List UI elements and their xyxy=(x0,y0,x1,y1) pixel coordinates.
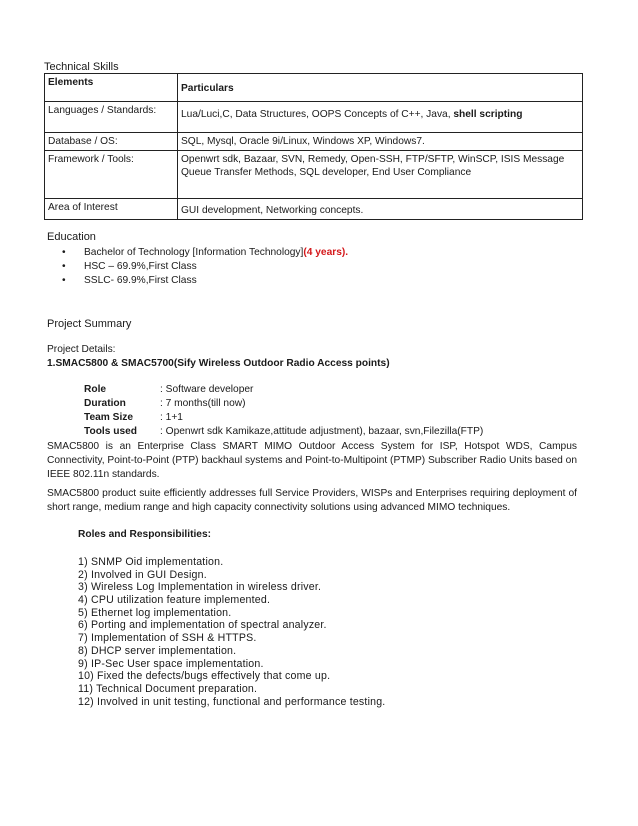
list-item xyxy=(62,274,348,288)
table-row xyxy=(45,199,583,220)
field-tools-used xyxy=(84,425,483,439)
list-item xyxy=(62,246,348,260)
list-item: 3) Wireless Log Implementation in wireless driver. xyxy=(78,581,322,594)
list-item: 11) Technical Document preparation. xyxy=(78,682,258,695)
education-heading: Education xyxy=(47,231,96,243)
field-duration xyxy=(84,397,246,411)
table-row xyxy=(45,133,583,151)
bullet-icon: • xyxy=(62,261,66,272)
table-header-row xyxy=(45,74,583,102)
row-label-framework: Framework / Tools: xyxy=(45,151,178,199)
row-label-languages: Languages / Standards: xyxy=(45,102,178,133)
row-label-database: Database / OS: xyxy=(45,133,178,151)
list-item: 5) Ethernet log implementation. xyxy=(78,606,232,619)
list-item: 6) Porting and implementation of spectral analyzer. xyxy=(78,619,327,632)
row-value-languages xyxy=(178,102,583,133)
technical-skills-table xyxy=(44,73,583,220)
field-key: Team Size xyxy=(84,412,134,423)
header-particulars: Particulars xyxy=(178,74,583,102)
technical-skills-heading: Technical Skills xyxy=(44,61,119,73)
project-description-2: SMAC5800 product suite efficiently addresses full Service Providers, WISPs and Enterprises requiring deployment of short range, medium range and high capacity connectivity solutions using advanced MIMO techniques. xyxy=(47,488,577,513)
field-value: : Openwrt sdk Kamikaze,attitude adjustment), bazaar, svn,Filezilla(FTP) xyxy=(160,426,484,437)
project-summary-heading: Project Summary xyxy=(47,318,132,330)
field-key: Duration xyxy=(84,398,126,409)
languages-bold-text: shell scripting xyxy=(453,109,523,120)
roles-heading: Roles and Responsibilities: xyxy=(78,529,212,540)
list-item: 9) IP-Sec User space implementation. xyxy=(78,657,264,670)
field-team-size xyxy=(84,411,183,425)
education-text: HSC – 69.9%,First Class xyxy=(84,261,197,272)
education-list xyxy=(62,246,348,288)
field-value: : 7 months(till now) xyxy=(160,398,246,409)
row-value-framework: Openwrt sdk, Bazaar, SVN, Remedy, Open-SSH, FTP/SFTP, WinSCP, ISIS Message Queue Transfer Methods, SQL developer, End User Compliance xyxy=(178,151,583,199)
table-row xyxy=(45,102,583,133)
table-row xyxy=(45,151,583,199)
list-item: 4) CPU utilization feature implemented. xyxy=(78,594,271,607)
education-highlight: (4 years). xyxy=(303,247,349,258)
field-value: : Software developer xyxy=(160,384,254,395)
row-value-area-of-interest: GUI development, Networking concepts. xyxy=(178,199,583,220)
list-item: 8) DHCP server implementation. xyxy=(78,644,237,657)
row-label-area-of-interest: Area of Interest xyxy=(45,199,178,220)
education-text: SSLC- 69.9%,First Class xyxy=(84,275,197,286)
list-item xyxy=(62,260,348,274)
header-elements: Elements xyxy=(45,74,178,102)
row-value-database: SQL, Mysql, Oracle 9i/Linux, Windows XP, Windows7. xyxy=(178,133,583,151)
field-role xyxy=(84,383,253,397)
project-description-1: SMAC5800 is an Enterprise Class SMART MIMO Outdoor Access System for ISP, Hotspot WDS, Campus Connectivity, Point-to-Point (PTP) backhaul systems and Point-to-Multipoint (PTMP) Subscriber Radio Units based on IEEE 802.11n standards. xyxy=(47,441,577,480)
list-item: 10) Fixed the defects/bugs effectively that come up. xyxy=(78,670,331,683)
field-key: Role xyxy=(84,384,107,395)
bullet-icon: • xyxy=(62,247,66,258)
project-title: 1.SMAC5800 & SMAC5700(Sify Wireless Outdoor Radio Access points) xyxy=(47,358,390,369)
field-key: Tools used xyxy=(84,426,138,437)
education-text: Bachelor of Technology [Information Technology] xyxy=(84,247,304,258)
list-item: 12) Involved in unit testing, functional and performance testing. xyxy=(78,695,386,708)
list-item: 1) SNMP Oid implementation. xyxy=(78,556,224,568)
languages-text: Lua/Luci,C, Data Structures, OOPS Concepts of C++, Java, xyxy=(181,109,454,120)
project-details-label: Project Details: xyxy=(47,344,116,355)
roles-list xyxy=(78,556,385,708)
bullet-icon: • xyxy=(62,275,66,286)
list-item: 7) Implementation of SSH & HTTPS. xyxy=(78,632,257,645)
field-value: : 1+1 xyxy=(160,412,183,423)
list-item: 2) Involved in GUI Design. xyxy=(78,568,207,581)
